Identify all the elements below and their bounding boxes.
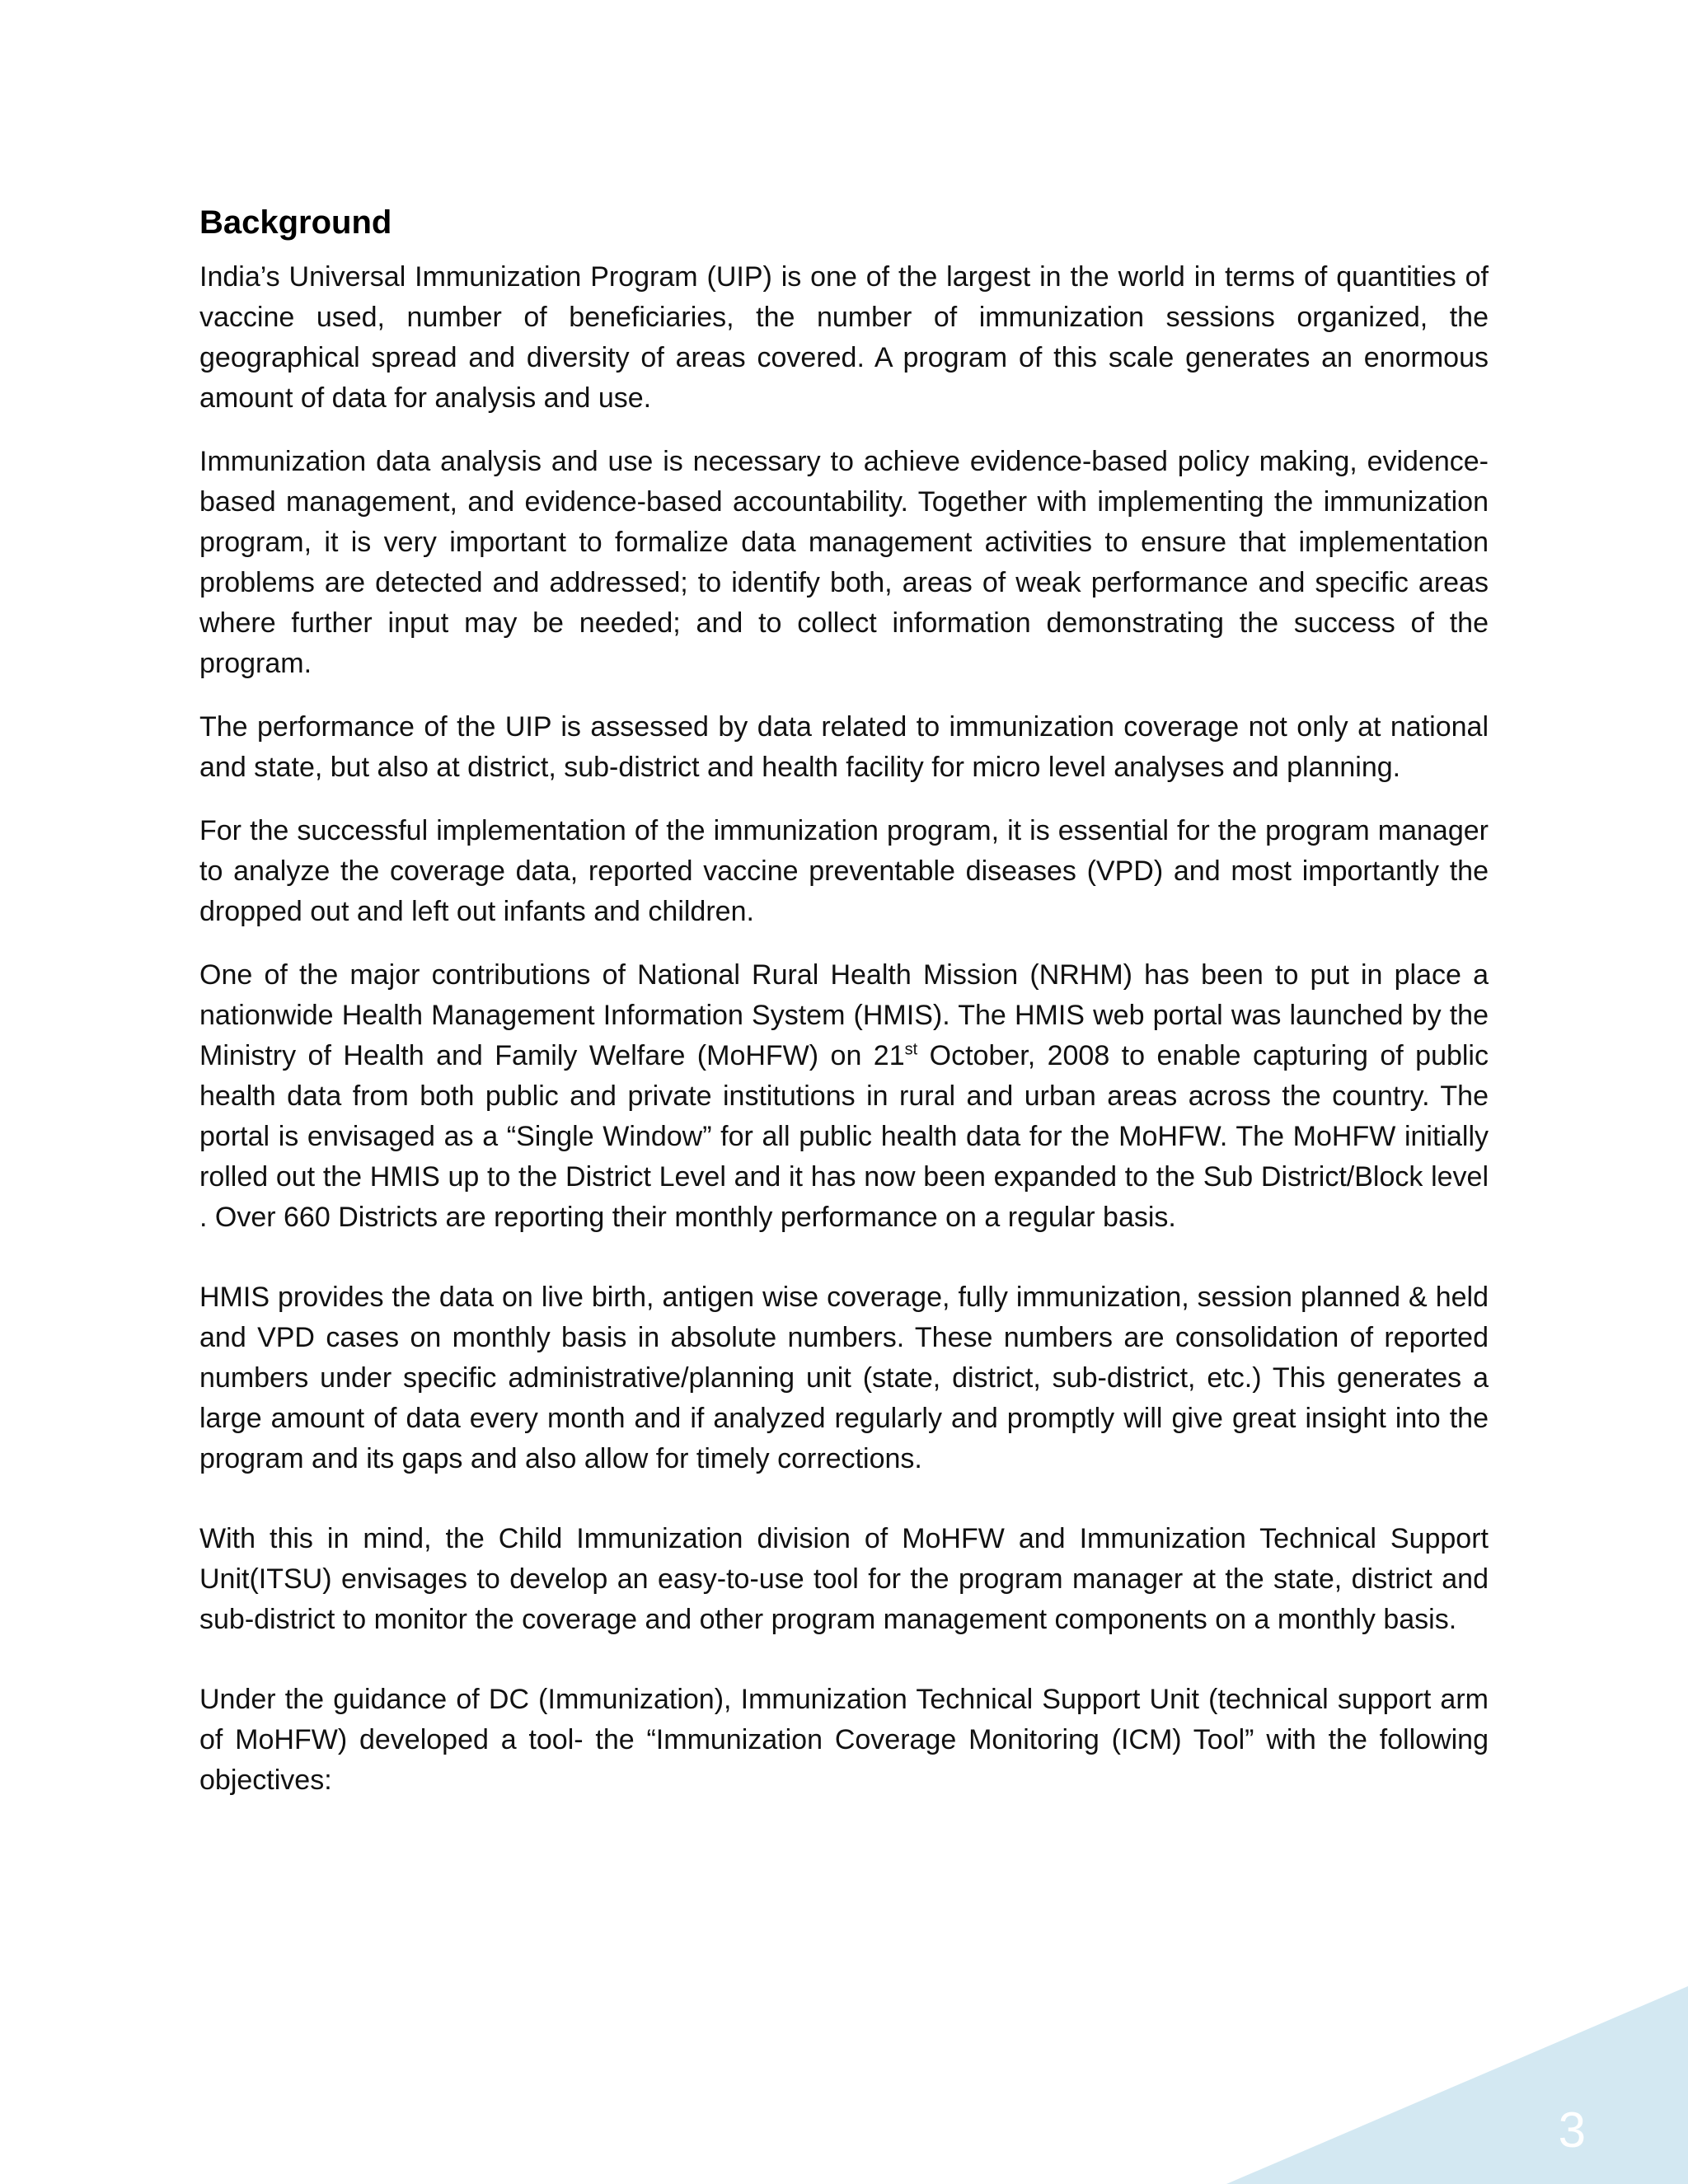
section-heading: Background bbox=[199, 204, 392, 241]
paragraph-hmis-portal bbox=[199, 955, 1489, 1238]
hmis-text-start: One of the major contributions of National Rural Health Mission (NRHM) has been to put in place a nationwide Health Management Information System (HMIS). The HMIS web portal was launched by the Ministry of Health and Family Welfare (MoHFW) on 21 bbox=[199, 959, 1489, 1071]
paragraph-hmis-data: HMIS provides the data on live birth, antigen wise coverage, fully immunization, session planned & held and VPD cases on monthly basis in absolute numbers. These numbers are consolidation of reported numbers under specific administrative/planning unit (state, district, sub-district, etc.) This generates a large amount of data every month and if analyzed regularly and promptly will give great insight into the program and its gaps and also allow for timely corrections. bbox=[199, 1282, 1489, 1474]
paragraph-uip-overview: India’s Universal Immunization Program (UIP) is one of the largest in the world in terms of quantities of vaccine used, number of beneficiaries, the number of immunization sessions organized, the geographical spread and diversity of areas covered. A program of this scale generates an enormous amount of data for analysis and use. bbox=[199, 261, 1489, 414]
paragraph-icm-tool: Under the guidance of DC (Immunization), Immunization Technical Support Unit (technical support arm of MoHFW) developed a tool- the “Immunization Coverage Monitoring (ICM) Tool” with the following objectives: bbox=[199, 1684, 1489, 1796]
corner-accent-shape bbox=[1226, 1986, 1688, 2184]
paragraph-icm-division: With this in mind, the Child Immunization division of MoHFW and Immunization Technical Support Unit(ITSU) envisages to develop an easy-to-use tool for the program manager at the state, district and sub-district to monitor the coverage and other program management components on a monthly basis. bbox=[199, 1523, 1489, 1635]
corner-accent-triangle bbox=[1226, 1986, 1688, 2184]
page-number: 3 bbox=[1558, 2102, 1586, 2158]
paragraph-performance: The performance of the UIP is assessed by data related to immunization coverage not only at national and state, but also at district, sub-district and health facility for micro level analyses and planning. bbox=[199, 711, 1489, 783]
date-ordinal-superscript: st bbox=[904, 1040, 918, 1059]
paragraph-implementation: For the successful implementation of the immunization program, it is essential for the program manager to analyze the coverage data, reported vaccine preventable diseases (VPD) and most importantly the dropped out and left out infants and children. bbox=[199, 815, 1489, 927]
hmis-text-end: October, 2008 to enable capturing of public health data from both public and private institutions in rural and urban areas across the country. The portal is envisaged as a “Single Window” for all public health data for the MoHFW. The MoHFW initially rolled out the HMIS up to the District Level and it has now been expanded to the Sub District/Block level . Over 660 Districts are reporting their monthly performance on a regular basis. bbox=[199, 1040, 1489, 1233]
paragraph-data-analysis: Immunization data analysis and use is necessary to achieve evidence-based policy making, evidence-based management, and evidence-based accountability. Together with implementing the immunization program, it is very important to formalize data management activities to ensure that implementation problems are detected and addressed; to identify both, areas of weak performance and specific areas where further input may be needed; and to collect information demonstrating the success of the program. bbox=[199, 446, 1489, 679]
page-content bbox=[199, 198, 1489, 1824]
